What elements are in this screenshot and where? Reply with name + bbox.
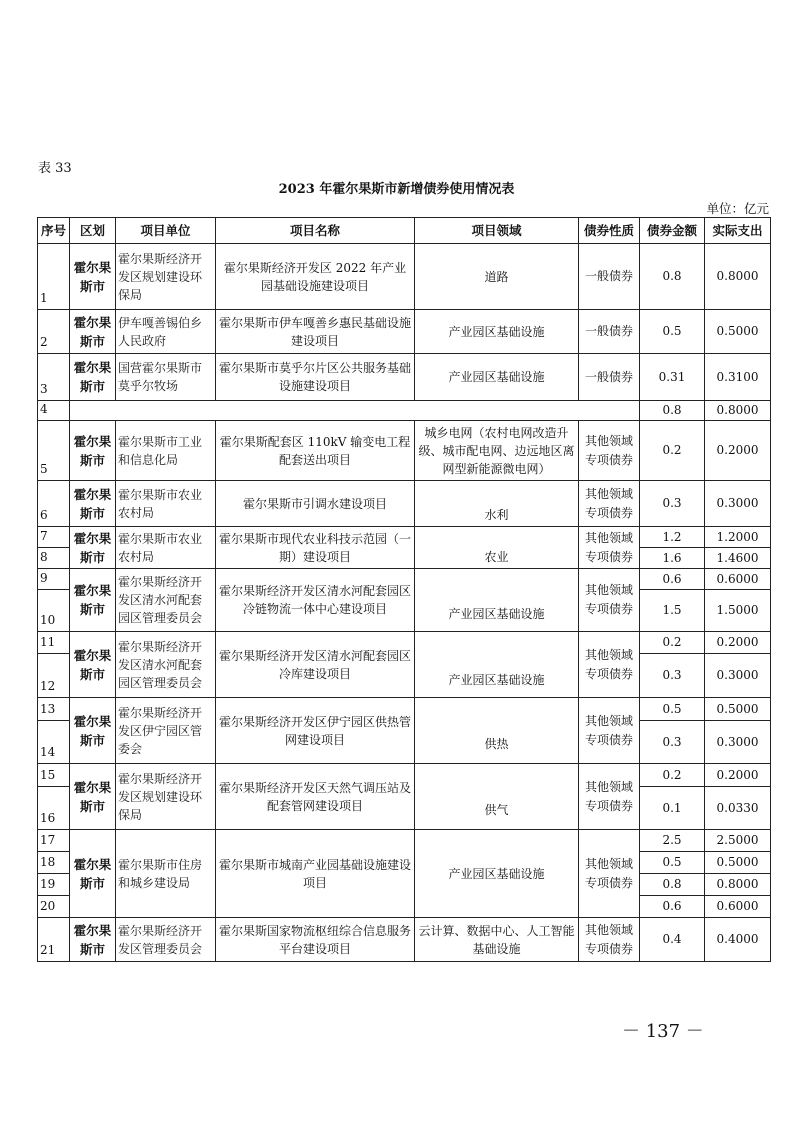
table-row <box>38 401 771 421</box>
project-field-cell: 产业园区基础设施 <box>415 354 579 401</box>
project-field-cell: 产业园区基础设施 <box>415 310 579 354</box>
bond-amount-cell: 1.6 <box>640 548 705 569</box>
actual-expense-cell: 0.3100 <box>705 354 771 401</box>
region-cell: 霍尔果斯市 <box>70 632 116 698</box>
project-unit-cell: 霍尔果斯市农业农村局 <box>116 481 216 527</box>
row-number: 9 <box>38 569 70 590</box>
row-number: 20 <box>38 896 70 918</box>
table-row <box>38 310 771 354</box>
bond-amount-cell: 0.3 <box>640 721 705 764</box>
bond-type-cell: 其他领域专项债券 <box>579 698 640 764</box>
row-number: 2 <box>38 310 70 354</box>
bond-type-cell: 其他领域专项债券 <box>579 632 640 698</box>
bond-amount-cell: 0.6 <box>640 896 705 918</box>
project-unit-cell: 霍尔果斯市住房和城乡建设局 <box>116 830 216 918</box>
row-number: 5 <box>38 421 70 481</box>
project-field-cell: 产业园区基础设施 <box>415 569 579 632</box>
bond-amount-cell: 0.5 <box>640 698 705 721</box>
bond-amount-cell: 0.4 <box>640 918 705 962</box>
table-row <box>38 830 771 852</box>
actual-expense-cell: 1.4600 <box>705 548 771 569</box>
empty-span-cell <box>70 401 640 421</box>
actual-expense-cell: 2.5000 <box>705 830 771 852</box>
project-field-cell: 城乡电网（农村电网改造升级、城市配电网、边远地区离网型新能源微电网） <box>415 421 579 481</box>
row-number: 7 <box>38 527 70 548</box>
project-name-cell: 霍尔果斯市城南产业园基础设施建设项目 <box>216 830 415 918</box>
bond-type-cell: 其他领域专项债券 <box>579 830 640 918</box>
project-unit-cell: 霍尔果斯市农业农村局 <box>116 527 216 569</box>
table-row <box>38 632 771 654</box>
project-field-cell: 农业 <box>415 527 579 569</box>
bond-type-cell: 其他领域专项债券 <box>579 421 640 481</box>
row-number: 15 <box>38 764 70 787</box>
project-name-cell: 霍尔果斯经济开发区天然气调压站及配套管网建设项目 <box>216 764 415 830</box>
project-field-cell: 云计算、数据中心、人工智能基础设施 <box>415 918 579 962</box>
header-bond-type: 债券性质 <box>579 218 640 244</box>
table-label: 表 33 <box>38 161 72 176</box>
region-cell: 霍尔果斯市 <box>70 569 116 632</box>
table-row <box>38 527 771 548</box>
row-number: 18 <box>38 852 70 874</box>
row-number: 21 <box>38 918 70 962</box>
row-number: 3 <box>38 354 70 401</box>
bond-amount-cell: 0.3 <box>640 481 705 527</box>
bond-amount-cell: 0.2 <box>640 632 705 654</box>
bond-amount-cell: 1.5 <box>640 590 705 632</box>
row-number: 13 <box>38 698 70 721</box>
row-number: 10 <box>38 590 70 632</box>
bond-amount-cell: 0.5 <box>640 852 705 874</box>
actual-expense-cell: 0.4000 <box>705 918 771 962</box>
region-cell: 霍尔果斯市 <box>70 698 116 764</box>
table-row <box>38 421 771 481</box>
row-number: 14 <box>38 721 70 764</box>
actual-expense-cell: 0.8000 <box>705 401 771 421</box>
row-number: 19 <box>38 874 70 896</box>
bond-type-cell: 一般债券 <box>579 244 640 310</box>
project-name-cell: 霍尔果斯配套区 110kV 输变电工程配套送出项目 <box>216 421 415 481</box>
region-cell: 霍尔果斯市 <box>70 354 116 401</box>
header-unit: 项目单位 <box>116 218 216 244</box>
bond-type-cell: 其他领域专项债券 <box>579 481 640 527</box>
actual-expense-cell: 0.3000 <box>705 721 771 764</box>
header-bond-amount: 债券金额 <box>640 218 705 244</box>
table-row <box>38 244 771 310</box>
table-row <box>38 569 771 590</box>
row-number: 17 <box>38 830 70 852</box>
actual-expense-cell: 0.2000 <box>705 764 771 787</box>
bond-amount-cell: 0.3 <box>640 654 705 698</box>
bond-type-cell: 一般债券 <box>579 310 640 354</box>
project-field-cell: 道路 <box>415 244 579 310</box>
actual-expense-cell: 0.5000 <box>705 698 771 721</box>
bond-amount-cell: 0.31 <box>640 354 705 401</box>
project-field-cell: 水利 <box>415 481 579 527</box>
table-row <box>38 354 771 401</box>
header-actual-expense: 实际支出 <box>705 218 771 244</box>
row-number: 12 <box>38 654 70 698</box>
project-unit-cell: 霍尔果斯经济开发区规划建设环保局 <box>116 764 216 830</box>
actual-expense-cell: 0.8000 <box>705 244 771 310</box>
actual-expense-cell: 0.3000 <box>705 481 771 527</box>
project-name-cell: 霍尔果斯经济开发区清水河配套园区冷链物流一体中心建设项目 <box>216 569 415 632</box>
bond-type-cell: 其他领域专项债券 <box>579 764 640 830</box>
table-row <box>38 481 771 527</box>
page-number: － 137 － <box>622 1021 704 1042</box>
actual-expense-cell: 1.5000 <box>705 590 771 632</box>
project-name-cell: 霍尔果斯市伊车嘎善乡惠民基础设施建设项目 <box>216 310 415 354</box>
table-row <box>38 698 771 721</box>
header-project-name: 项目名称 <box>216 218 415 244</box>
table-row <box>38 918 771 962</box>
row-number: 1 <box>38 244 70 310</box>
actual-expense-cell: 0.6000 <box>705 896 771 918</box>
header-region: 区划 <box>70 218 116 244</box>
project-name-cell: 霍尔果斯经济开发区清水河配套园区冷库建设项目 <box>216 632 415 698</box>
actual-expense-cell: 0.5000 <box>705 852 771 874</box>
row-number: 11 <box>38 632 70 654</box>
bond-type-cell: 其他领域专项债券 <box>579 918 640 962</box>
bond-amount-cell: 0.8 <box>640 244 705 310</box>
row-number: 4 <box>38 401 70 421</box>
project-name-cell: 霍尔果斯经济开发区伊宁园区供热管网建设项目 <box>216 698 415 764</box>
region-cell: 霍尔果斯市 <box>70 918 116 962</box>
actual-expense-cell: 0.6000 <box>705 569 771 590</box>
project-unit-cell: 伊车嘎善锡伯乡人民政府 <box>116 310 216 354</box>
region-cell: 霍尔果斯市 <box>70 830 116 918</box>
actual-expense-cell: 0.2000 <box>705 421 771 481</box>
actual-expense-cell: 0.2000 <box>705 632 771 654</box>
bond-usage-table <box>37 217 771 962</box>
project-name-cell: 霍尔果斯市引调水建设项目 <box>216 481 415 527</box>
header-no: 序号 <box>38 218 70 244</box>
region-cell: 霍尔果斯市 <box>70 481 116 527</box>
bond-amount-cell: 0.8 <box>640 874 705 896</box>
actual-expense-cell: 0.0330 <box>705 787 771 830</box>
actual-expense-cell: 0.3000 <box>705 654 771 698</box>
region-cell: 霍尔果斯市 <box>70 421 116 481</box>
project-unit-cell: 霍尔果斯经济开发区清水河配套园区管理委员会 <box>116 632 216 698</box>
unit-label: 单位：亿元 <box>706 201 769 216</box>
project-unit-cell: 霍尔果斯经济开发区清水河配套园区管理委员会 <box>116 569 216 632</box>
project-name-cell: 霍尔果斯市现代农业科技示范园（一期）建设项目 <box>216 527 415 569</box>
region-cell: 霍尔果斯市 <box>70 764 116 830</box>
project-unit-cell: 国营霍尔果斯市莫乎尔牧场 <box>116 354 216 401</box>
bond-type-cell: 其他领域专项债券 <box>579 527 640 569</box>
document-title: 2023 年霍尔果斯市新增债券使用情况表 <box>278 182 515 197</box>
project-name-cell: 霍尔果斯市莫乎尔片区公共服务基础设施建设项目 <box>216 354 415 401</box>
actual-expense-cell: 1.2000 <box>705 527 771 548</box>
row-number: 8 <box>38 548 70 569</box>
project-unit-cell: 霍尔果斯经济开发区管理委员会 <box>116 918 216 962</box>
project-field-cell: 供气 <box>415 764 579 830</box>
project-name-cell: 霍尔果斯经济开发区 2022 年产业园基础设施建设项目 <box>216 244 415 310</box>
row-number: 6 <box>38 481 70 527</box>
bond-amount-cell: 1.2 <box>640 527 705 548</box>
bond-amount-cell: 0.5 <box>640 310 705 354</box>
project-unit-cell: 霍尔果斯市工业和信息化局 <box>116 421 216 481</box>
actual-expense-cell: 0.8000 <box>705 874 771 896</box>
bond-amount-cell: 0.1 <box>640 787 705 830</box>
project-unit-cell: 霍尔果斯经济开发区规划建设环保局 <box>116 244 216 310</box>
project-name-cell: 霍尔果斯国家物流枢纽综合信息服务平台建设项目 <box>216 918 415 962</box>
bond-amount-cell: 2.5 <box>640 830 705 852</box>
region-cell: 霍尔果斯市 <box>70 310 116 354</box>
project-field-cell: 产业园区基础设施 <box>415 632 579 698</box>
region-cell: 霍尔果斯市 <box>70 244 116 310</box>
bond-type-cell: 其他领域专项债券 <box>579 569 640 632</box>
bond-amount-cell: 0.6 <box>640 569 705 590</box>
project-field-cell: 产业园区基础设施 <box>415 830 579 918</box>
table-header-row <box>38 218 771 244</box>
table-row <box>38 764 771 787</box>
bond-type-cell: 一般债券 <box>579 354 640 401</box>
bond-amount-cell: 0.2 <box>640 421 705 481</box>
region-cell: 霍尔果斯市 <box>70 527 116 569</box>
bond-amount-cell: 0.2 <box>640 764 705 787</box>
bond-amount-cell: 0.8 <box>640 401 705 421</box>
actual-expense-cell: 0.5000 <box>705 310 771 354</box>
project-field-cell: 供热 <box>415 698 579 764</box>
project-unit-cell: 霍尔果斯经济开发区伊宁园区管委会 <box>116 698 216 764</box>
row-number: 16 <box>38 787 70 830</box>
header-field: 项目领域 <box>415 218 579 244</box>
